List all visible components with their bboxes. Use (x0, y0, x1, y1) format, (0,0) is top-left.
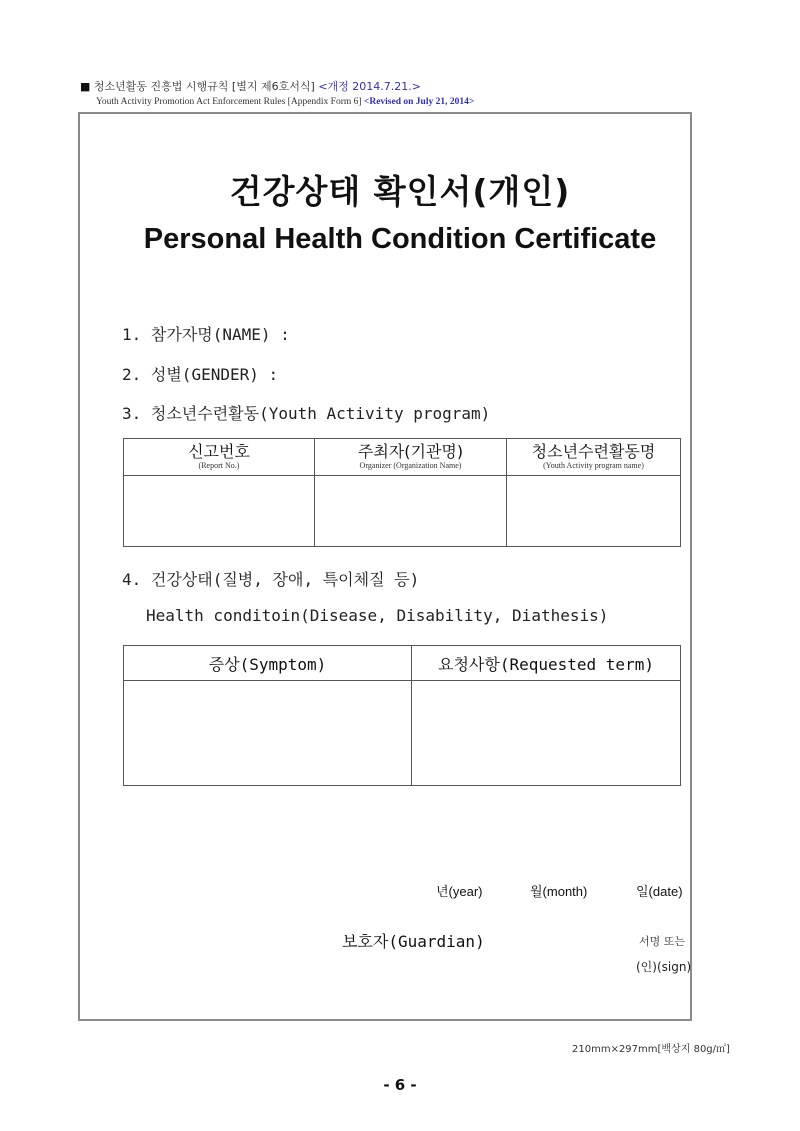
participant-name-label: 1. 참가자명(NAME) : (122, 325, 290, 344)
symptom-header: 증상(Symptom) (124, 646, 412, 681)
health-section-label: 4. 건강상태(질병, 장애, 특이체질 등) (122, 570, 420, 589)
program-name-cell[interactable] (507, 476, 681, 547)
program-name-header (507, 439, 681, 476)
date-month-label: 월(month) (530, 884, 588, 899)
organizer-header (315, 439, 507, 476)
program-name-header-en: (Youth Activity program name) (543, 461, 644, 470)
form-header-korean (80, 78, 421, 94)
seal-sign-note: (인)(sign) (636, 960, 692, 974)
organizer-header-en: Organizer (Organization Name) (359, 461, 462, 470)
form-reference-korean: 청소년활동 진흥법 시행규칙 [별지 제6호서식] (93, 80, 315, 93)
report-number-header-ko: 신고번호 (188, 442, 250, 461)
program-table (123, 438, 681, 547)
health-table (123, 645, 681, 786)
participant-name-row (122, 322, 603, 346)
requested-term-cell[interactable] (412, 681, 681, 786)
date-day-label: 일(date) (636, 884, 683, 899)
health-table-header (124, 646, 681, 681)
report-number-cell[interactable] (124, 476, 315, 547)
program-name-header-ko: 청소년수련활동명 (531, 442, 656, 461)
form-title-korean: 건강상태 확인서(개인) (229, 172, 571, 211)
organizer-header-ko: 주최자(기관명) (357, 442, 464, 461)
date-year-label: 년(year) (436, 884, 483, 899)
health-table-row (124, 681, 681, 786)
participant-name-field[interactable] (299, 326, 603, 346)
requested-term-header: 요청사항(Requested term) (412, 646, 681, 681)
square-bullet-icon: ■ (80, 80, 91, 93)
program-table-row (124, 476, 681, 547)
form-title-english: Personal Health Condition Certificate (143, 223, 657, 255)
organizer-cell[interactable] (315, 476, 507, 547)
guardian-label: 보호자(Guardian) (342, 932, 485, 951)
page-number: - 6 - (383, 1076, 417, 1094)
gender-field[interactable] (288, 366, 592, 386)
gender-label: 2. 성별(GENDER) : (122, 365, 279, 384)
form-reference-english: Youth Activity Promotion Act Enforcement Rules [Appendix Form 6] (96, 97, 362, 107)
gender-row (122, 362, 592, 386)
signature-note: 서명 또는 (639, 935, 686, 948)
revision-date-english: <Revised on July 21, 2014> (363, 97, 475, 107)
program-section-label: 3. 청소년수련활동(Youth Activity program) (122, 404, 491, 423)
form-header-english (96, 97, 474, 107)
program-table-header (124, 439, 681, 476)
health-section-sublabel: Health conditoin(Disease, Disability, Diathesis) (146, 606, 609, 625)
report-number-header-en: (Report No.) (198, 461, 240, 470)
paper-size-note: 210mm×297mm[백상지 80g/㎡] (572, 1044, 730, 1055)
report-number-header (124, 439, 315, 476)
revision-date-korean: <개정 2014.7.21.> (318, 80, 421, 93)
symptom-cell[interactable] (124, 681, 412, 786)
